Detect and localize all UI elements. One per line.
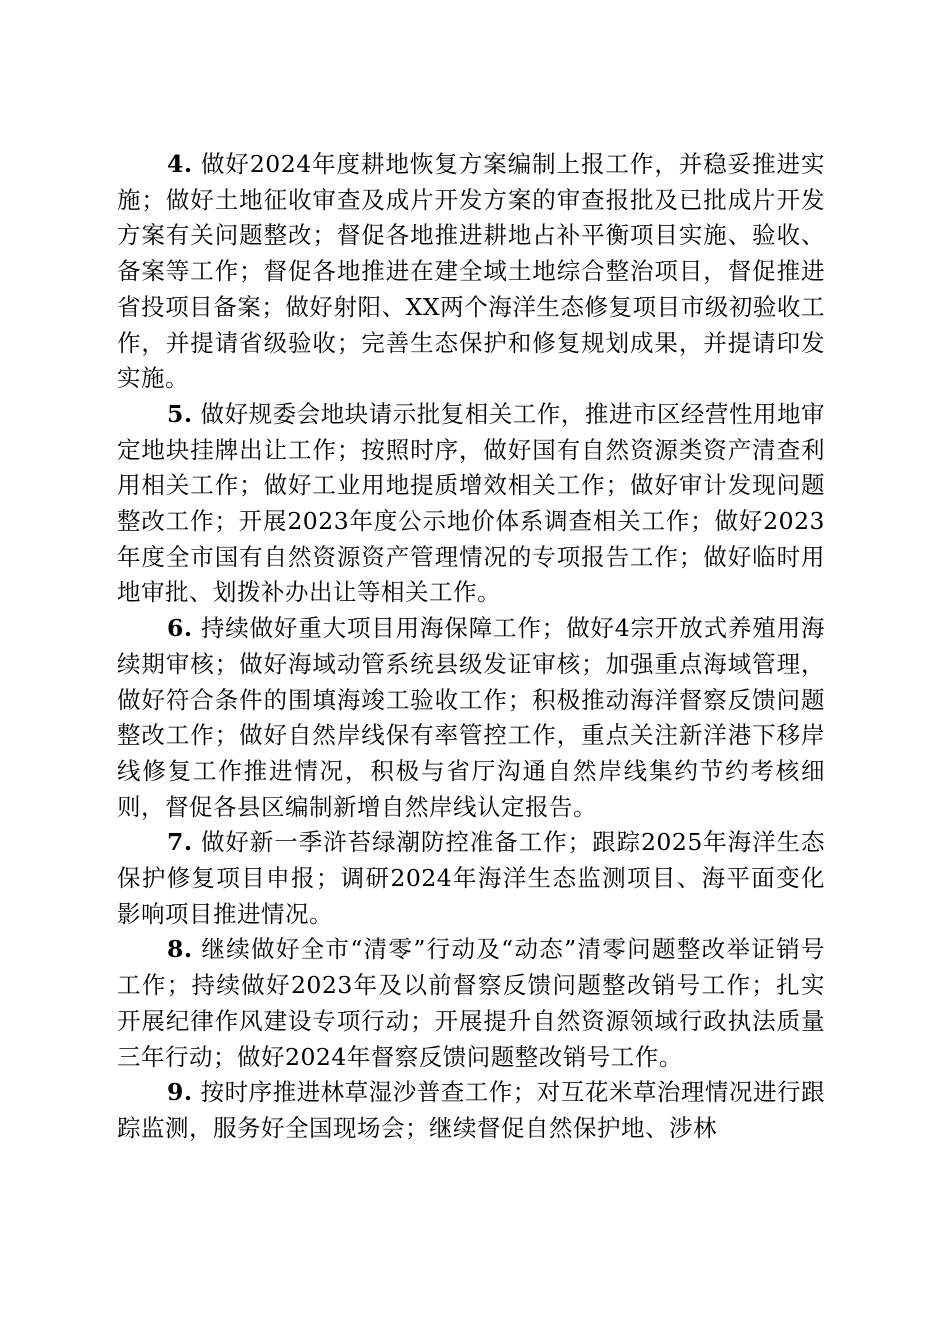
paragraph-number: 9. (167, 1078, 193, 1107)
paragraph-item-8 (117, 932, 825, 1075)
document-body (117, 147, 825, 1147)
paragraph-text: 做好新一季浒苔绿潮防控准备工作；跟踪2025年海洋生态保护修复项目申报；调研2024年海洋生态监测项目、海平面变化影响项目推进情况。 (117, 828, 825, 928)
paragraph-number: 7. (167, 828, 193, 857)
paragraph-number: 6. (167, 614, 193, 643)
paragraph-item-6 (117, 611, 825, 825)
paragraph-text: 继续做好全市“清零”行动及“动态”清零问题整改举证销号工作；持续做好2023年及以前督察反馈问题整改销号工作；扎实开展纪律作风建设专项行动；开展提升自然资源领域行政执法质量三年行动；做好2024年督察反馈问题整改销号工作。 (117, 935, 825, 1071)
paragraph-item-4 (117, 147, 825, 397)
paragraph-item-7 (117, 825, 825, 932)
paragraph-number: 4. (167, 150, 193, 178)
paragraph-text: 做好规委会地块请示批复相关工作，推进市区经营性用地审定地块挂牌出让工作；按照时序，做好国有自然资源类资产清查利用相关工作；做好工业用地提质增效相关工作；做好审计发现问题整改工作；开展2023年度公示地价体系调查相关工作；做好2023年度全市国有自然资源资产管理情况的专项报告工作；做好临时用地审批、划拨补办出让等相关工作。 (117, 399, 825, 607)
paragraph-number: 5. (167, 399, 193, 428)
paragraph-number: 8. (167, 935, 193, 964)
paragraph-text: 持续做好重大项目用海保障工作；做好4宗开放式养殖用海续期审核；做好海域动管系统县级发证审核；加强重点海域管理，做好符合条件的围填海竣工验收工作；积极推动海洋督察反馈问题整改工作；做好自然岸线保有率管控工作，重点关注新洋港下移岸线修复工作推进情况，积极与省厅沟通自然岸线集约节约考核细则，督促各县区编制新增自然岸线认定报告。 (117, 614, 825, 821)
paragraph-item-9 (117, 1075, 825, 1146)
paragraph-text: 按时序推进林草湿沙普查工作；对互花米草治理情况进行跟踪监测，服务好全国现场会；继续督促自然保护地、涉林 (117, 1078, 825, 1142)
paragraph-item-5 (117, 397, 825, 611)
paragraph-text: 做好2024年度耕地恢复方案编制上报工作，并稳妥推进实施；做好土地征收审查及成片开发方案的审查报批及已批成片开发方案有关问题整改；督促各地推进耕地占补平衡项目实施、验收、备案等工作；督促各地推进在建全域土地综合整治项目，督促推进省投项目备案；做好射阳、XX两个海洋生态修复项目市级初验收工作，并提请省级验收；完善生态保护和修复规划成果，并提请印发实施。 (117, 150, 825, 393)
